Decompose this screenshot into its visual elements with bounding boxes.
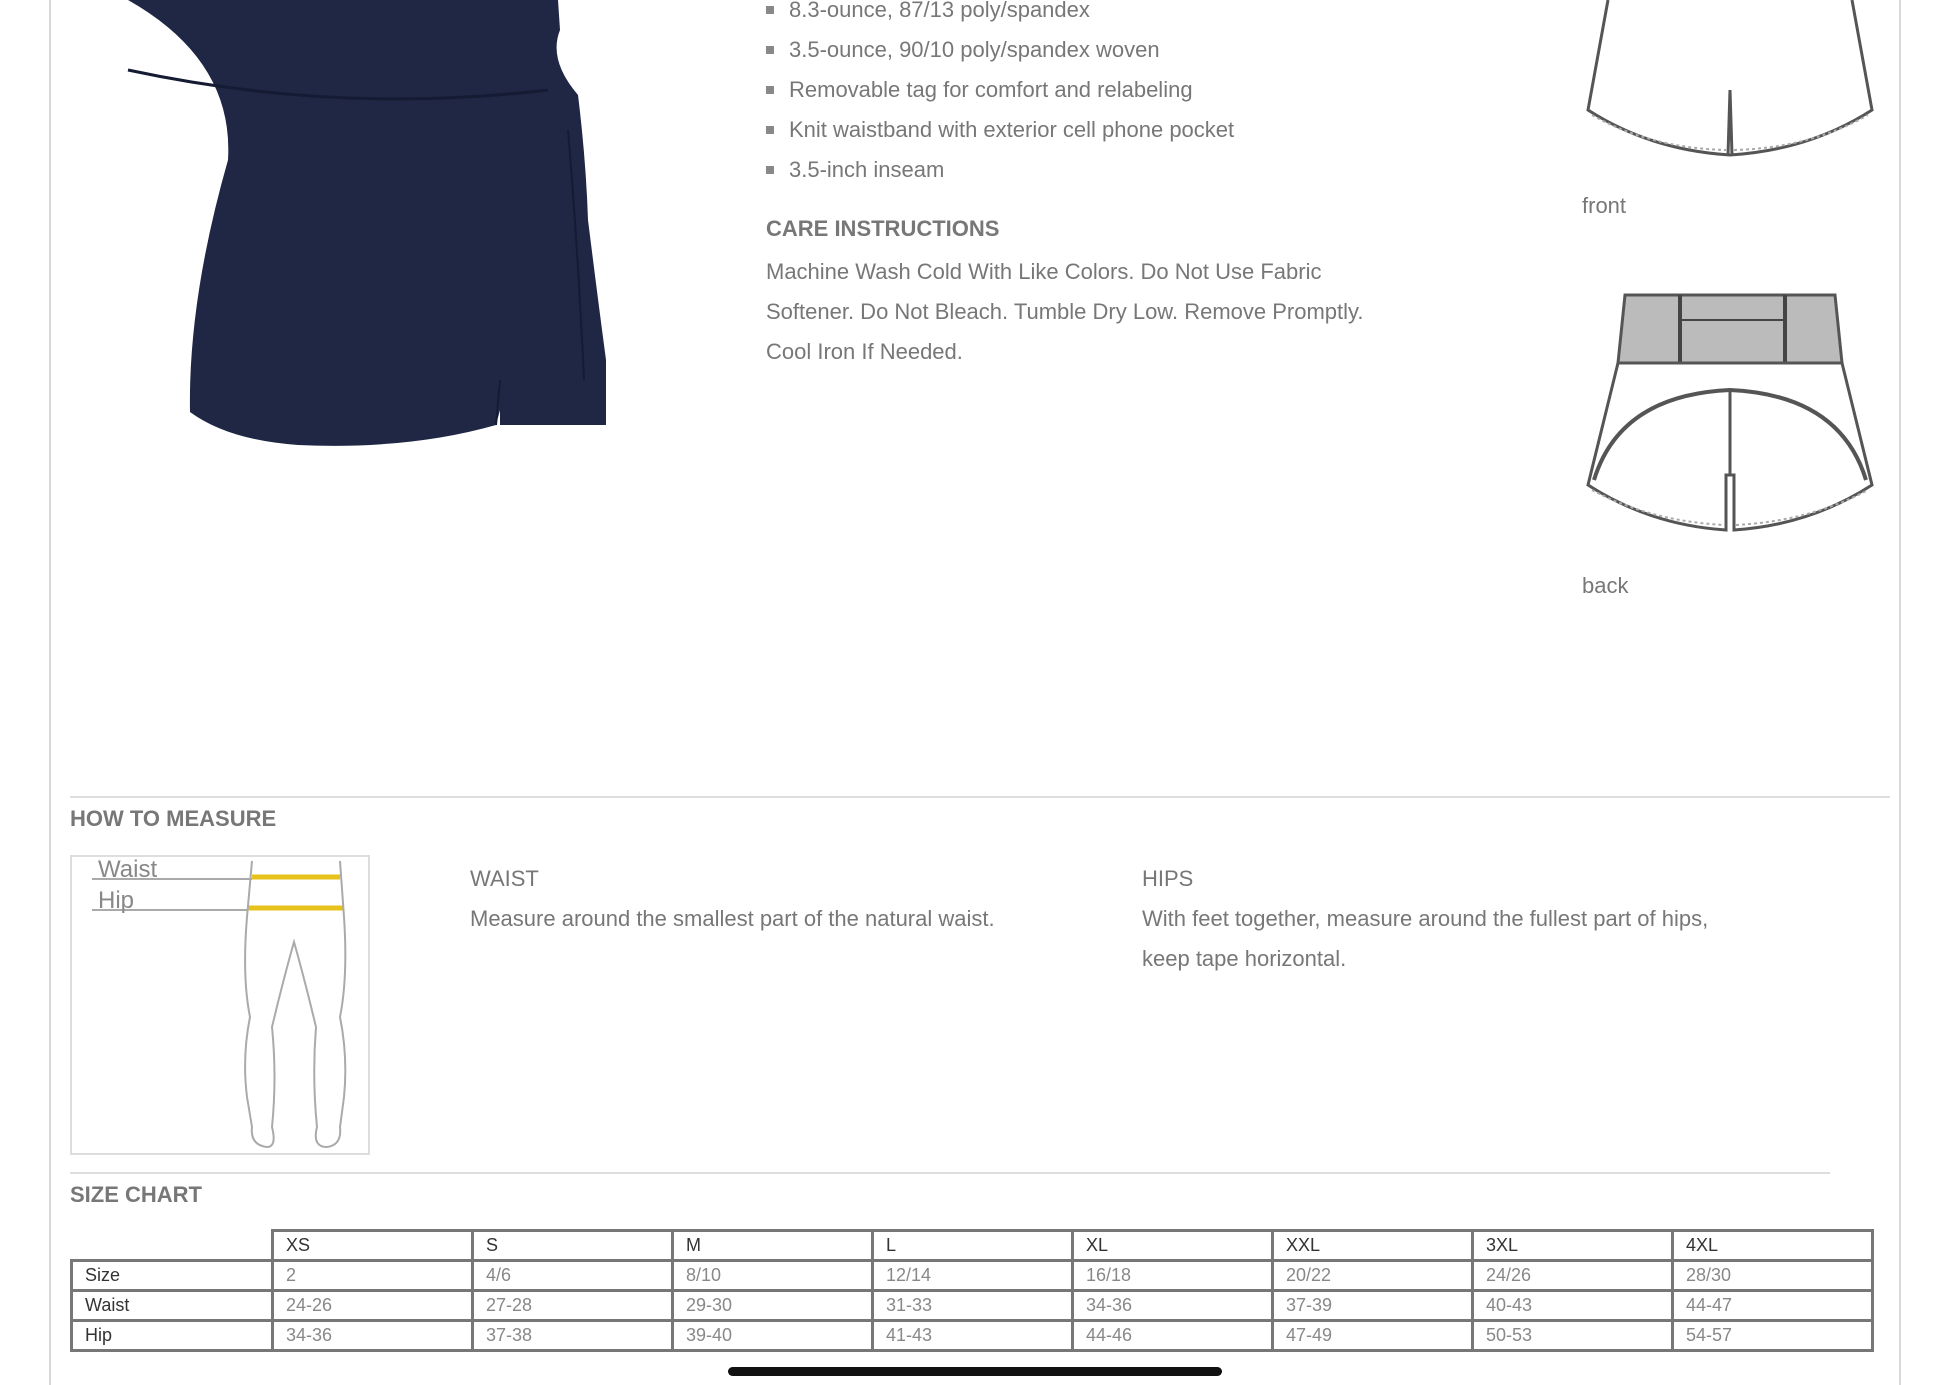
- table-cell: 50-53: [1473, 1321, 1673, 1351]
- row-label: Size: [72, 1261, 273, 1291]
- table-cell: 24/26: [1473, 1261, 1673, 1291]
- table-cell: 54-57: [1673, 1321, 1873, 1351]
- hips-text: [1142, 899, 1708, 979]
- diagram-hip-label: Hip: [98, 887, 135, 914]
- care-line: Cool Iron If Needed.: [766, 339, 963, 364]
- table-row: [72, 1321, 1873, 1351]
- hips-line: With feet together, measure around the fullest part of hips,: [1142, 906, 1709, 931]
- waist-text: Measure around the smallest part of the natural waist.: [470, 906, 995, 931]
- measure-diagram: [70, 855, 370, 1155]
- front-flat-sketch[interactable]: [1580, 0, 1880, 190]
- size-chart-table: [70, 1229, 1874, 1352]
- table-cell: 37-38: [473, 1321, 673, 1351]
- column-header: L: [873, 1231, 1073, 1261]
- table-cell: 44-47: [1673, 1291, 1873, 1321]
- table-cell: 44-46: [1073, 1321, 1273, 1351]
- table-row: [72, 1291, 1873, 1321]
- table-row: [72, 1261, 1873, 1291]
- diagram-waist-label: Waist: [98, 856, 158, 883]
- table-cell: 41-43: [873, 1321, 1073, 1351]
- feature-item: 3.5-ounce, 90/10 poly/spandex woven: [766, 30, 1234, 70]
- table-header-row: [72, 1231, 1873, 1261]
- row-label: Hip: [72, 1321, 273, 1351]
- table-cell: 31-33: [873, 1291, 1073, 1321]
- table-cell: 28/30: [1673, 1261, 1873, 1291]
- size-chart-title: SIZE CHART: [70, 1182, 202, 1207]
- table-cell: 2: [273, 1261, 473, 1291]
- back-flat-sketch[interactable]: [1580, 285, 1880, 570]
- column-header: 3XL: [1473, 1231, 1673, 1261]
- section-divider: [70, 1172, 1830, 1174]
- table-cell: 39-40: [673, 1321, 873, 1351]
- table-cell: 12/14: [873, 1261, 1073, 1291]
- table-cell: 34-36: [273, 1321, 473, 1351]
- column-header: M: [673, 1231, 873, 1261]
- feature-item: 3.5-inch inseam: [766, 150, 1234, 190]
- table-cell: 34-36: [1073, 1291, 1273, 1321]
- front-label: front: [1582, 193, 1627, 218]
- table-cell: 20/22: [1273, 1261, 1473, 1291]
- back-label: back: [1582, 573, 1629, 598]
- column-header: XL: [1073, 1231, 1273, 1261]
- care-instructions-title: CARE INSTRUCTIONS: [766, 216, 1000, 241]
- column-header: XS: [273, 1231, 473, 1261]
- column-header: XXL: [1273, 1231, 1473, 1261]
- column-header: S: [473, 1231, 673, 1261]
- hips-line: keep tape horizontal.: [1142, 946, 1347, 971]
- section-divider: [70, 796, 1890, 798]
- hips-heading: HIPS: [1142, 866, 1194, 891]
- product-shorts-image[interactable]: [108, 0, 618, 455]
- row-label: Waist: [72, 1291, 273, 1321]
- care-line: Machine Wash Cold With Like Colors. Do Not Use Fabric: [766, 259, 1322, 284]
- home-indicator[interactable]: [728, 1367, 1222, 1376]
- feature-item: Knit waistband with exterior cell phone pocket: [766, 110, 1234, 150]
- table-cell: 37-39: [1273, 1291, 1473, 1321]
- how-to-measure-title: HOW TO MEASURE: [70, 806, 277, 831]
- waist-heading: WAIST: [470, 866, 539, 891]
- table-cell: 47-49: [1273, 1321, 1473, 1351]
- table-cell: 16/18: [1073, 1261, 1273, 1291]
- table-cell: 27-28: [473, 1291, 673, 1321]
- feature-item: 8.3-ounce, 87/13 poly/spandex: [766, 0, 1234, 30]
- care-line: Softener. Do Not Bleach. Tumble Dry Low. Remove Promptly.: [766, 299, 1364, 324]
- table-cell: 4/6: [473, 1261, 673, 1291]
- column-header: 4XL: [1673, 1231, 1873, 1261]
- care-instructions-text: [766, 252, 1406, 372]
- feature-item: Removable tag for comfort and relabeling: [766, 70, 1234, 110]
- table-cell: 40-43: [1473, 1291, 1673, 1321]
- table-cell: 29-30: [673, 1291, 873, 1321]
- table-cell: 24-26: [273, 1291, 473, 1321]
- table-cell: 8/10: [673, 1261, 873, 1291]
- table-corner-cell: [72, 1231, 273, 1261]
